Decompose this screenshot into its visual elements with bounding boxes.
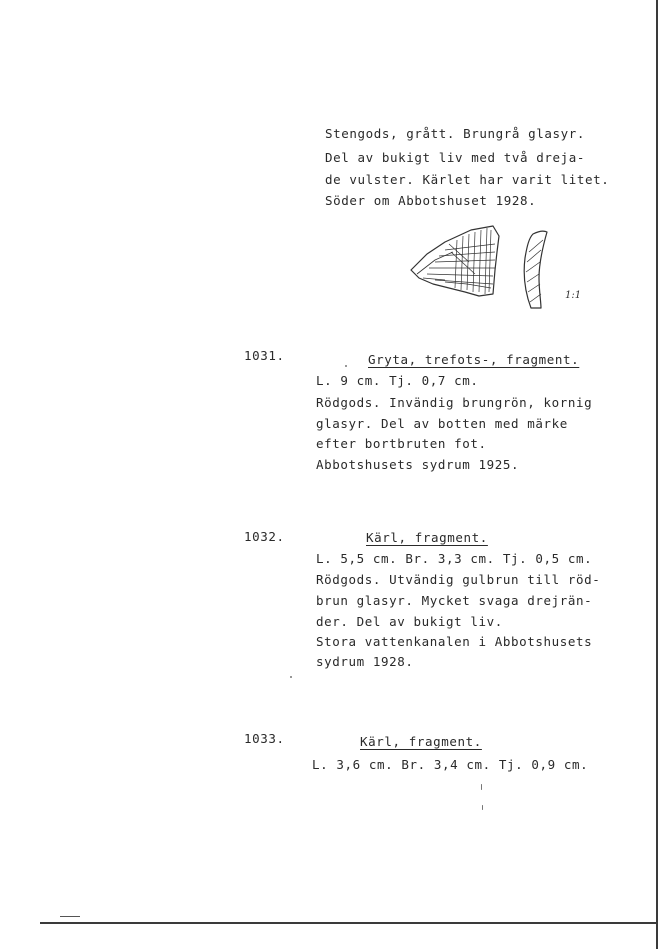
scan-speck [345,365,347,367]
sherd-profile-drawing [524,231,547,308]
entry-line: sydrum 1928. [316,654,414,669]
entry-line: Rödgods. Invändig brungrön, kornig [316,395,593,410]
scan-speck [482,805,483,810]
entry-number: 1033. [244,731,285,746]
intro-line: Stengods, grått. Brungrå glasyr. [325,126,586,141]
sherd-sketch-figure [405,222,595,312]
sherd-front-view-drawing [411,226,499,296]
entry-line: glasyr. Del av botten med märke [316,416,568,431]
page-edge-right [656,0,658,949]
entry-line: brun glasyr. Mycket svaga drejrän- [316,593,593,608]
page-edge-mark [60,916,80,917]
entry-line: L. 9 cm. Tj. 0,7 cm. [316,373,479,388]
intro-line: Söder om Abbotshuset 1928. [325,193,537,208]
entry-title: Kärl, fragment. [360,734,482,749]
entry-number: 1032. [244,529,285,544]
entry-line: L. 5,5 cm. Br. 3,3 cm. Tj. 0,5 cm. [316,551,593,566]
entry-line: L. 3,6 cm. Br. 3,4 cm. Tj. 0,9 cm. [312,757,589,772]
scale-label: 1:1 [565,290,582,301]
entry-number: 1031. [244,348,285,363]
entry-title: Gryta, trefots-, fragment. [368,352,580,367]
entry-title: Kärl, fragment. [366,530,488,545]
intro-line: Del av bukigt liv med två dreja- [325,150,586,165]
entry-line: Stora vattenkanalen i Abbotshusets [316,634,593,649]
scan-speck [290,676,292,678]
page-edge-bottom [40,922,656,924]
entry-line: der. Del av bukigt liv. [316,614,503,629]
entry-line: Abbotshusets sydrum 1925. [316,457,520,472]
entry-line: Rödgods. Utvändig gulbrun till röd- [316,572,601,587]
entry-line: efter bortbruten fot. [316,436,487,451]
intro-line: de vulster. Kärlet har varit litet. [325,172,610,187]
scan-speck [481,784,482,790]
